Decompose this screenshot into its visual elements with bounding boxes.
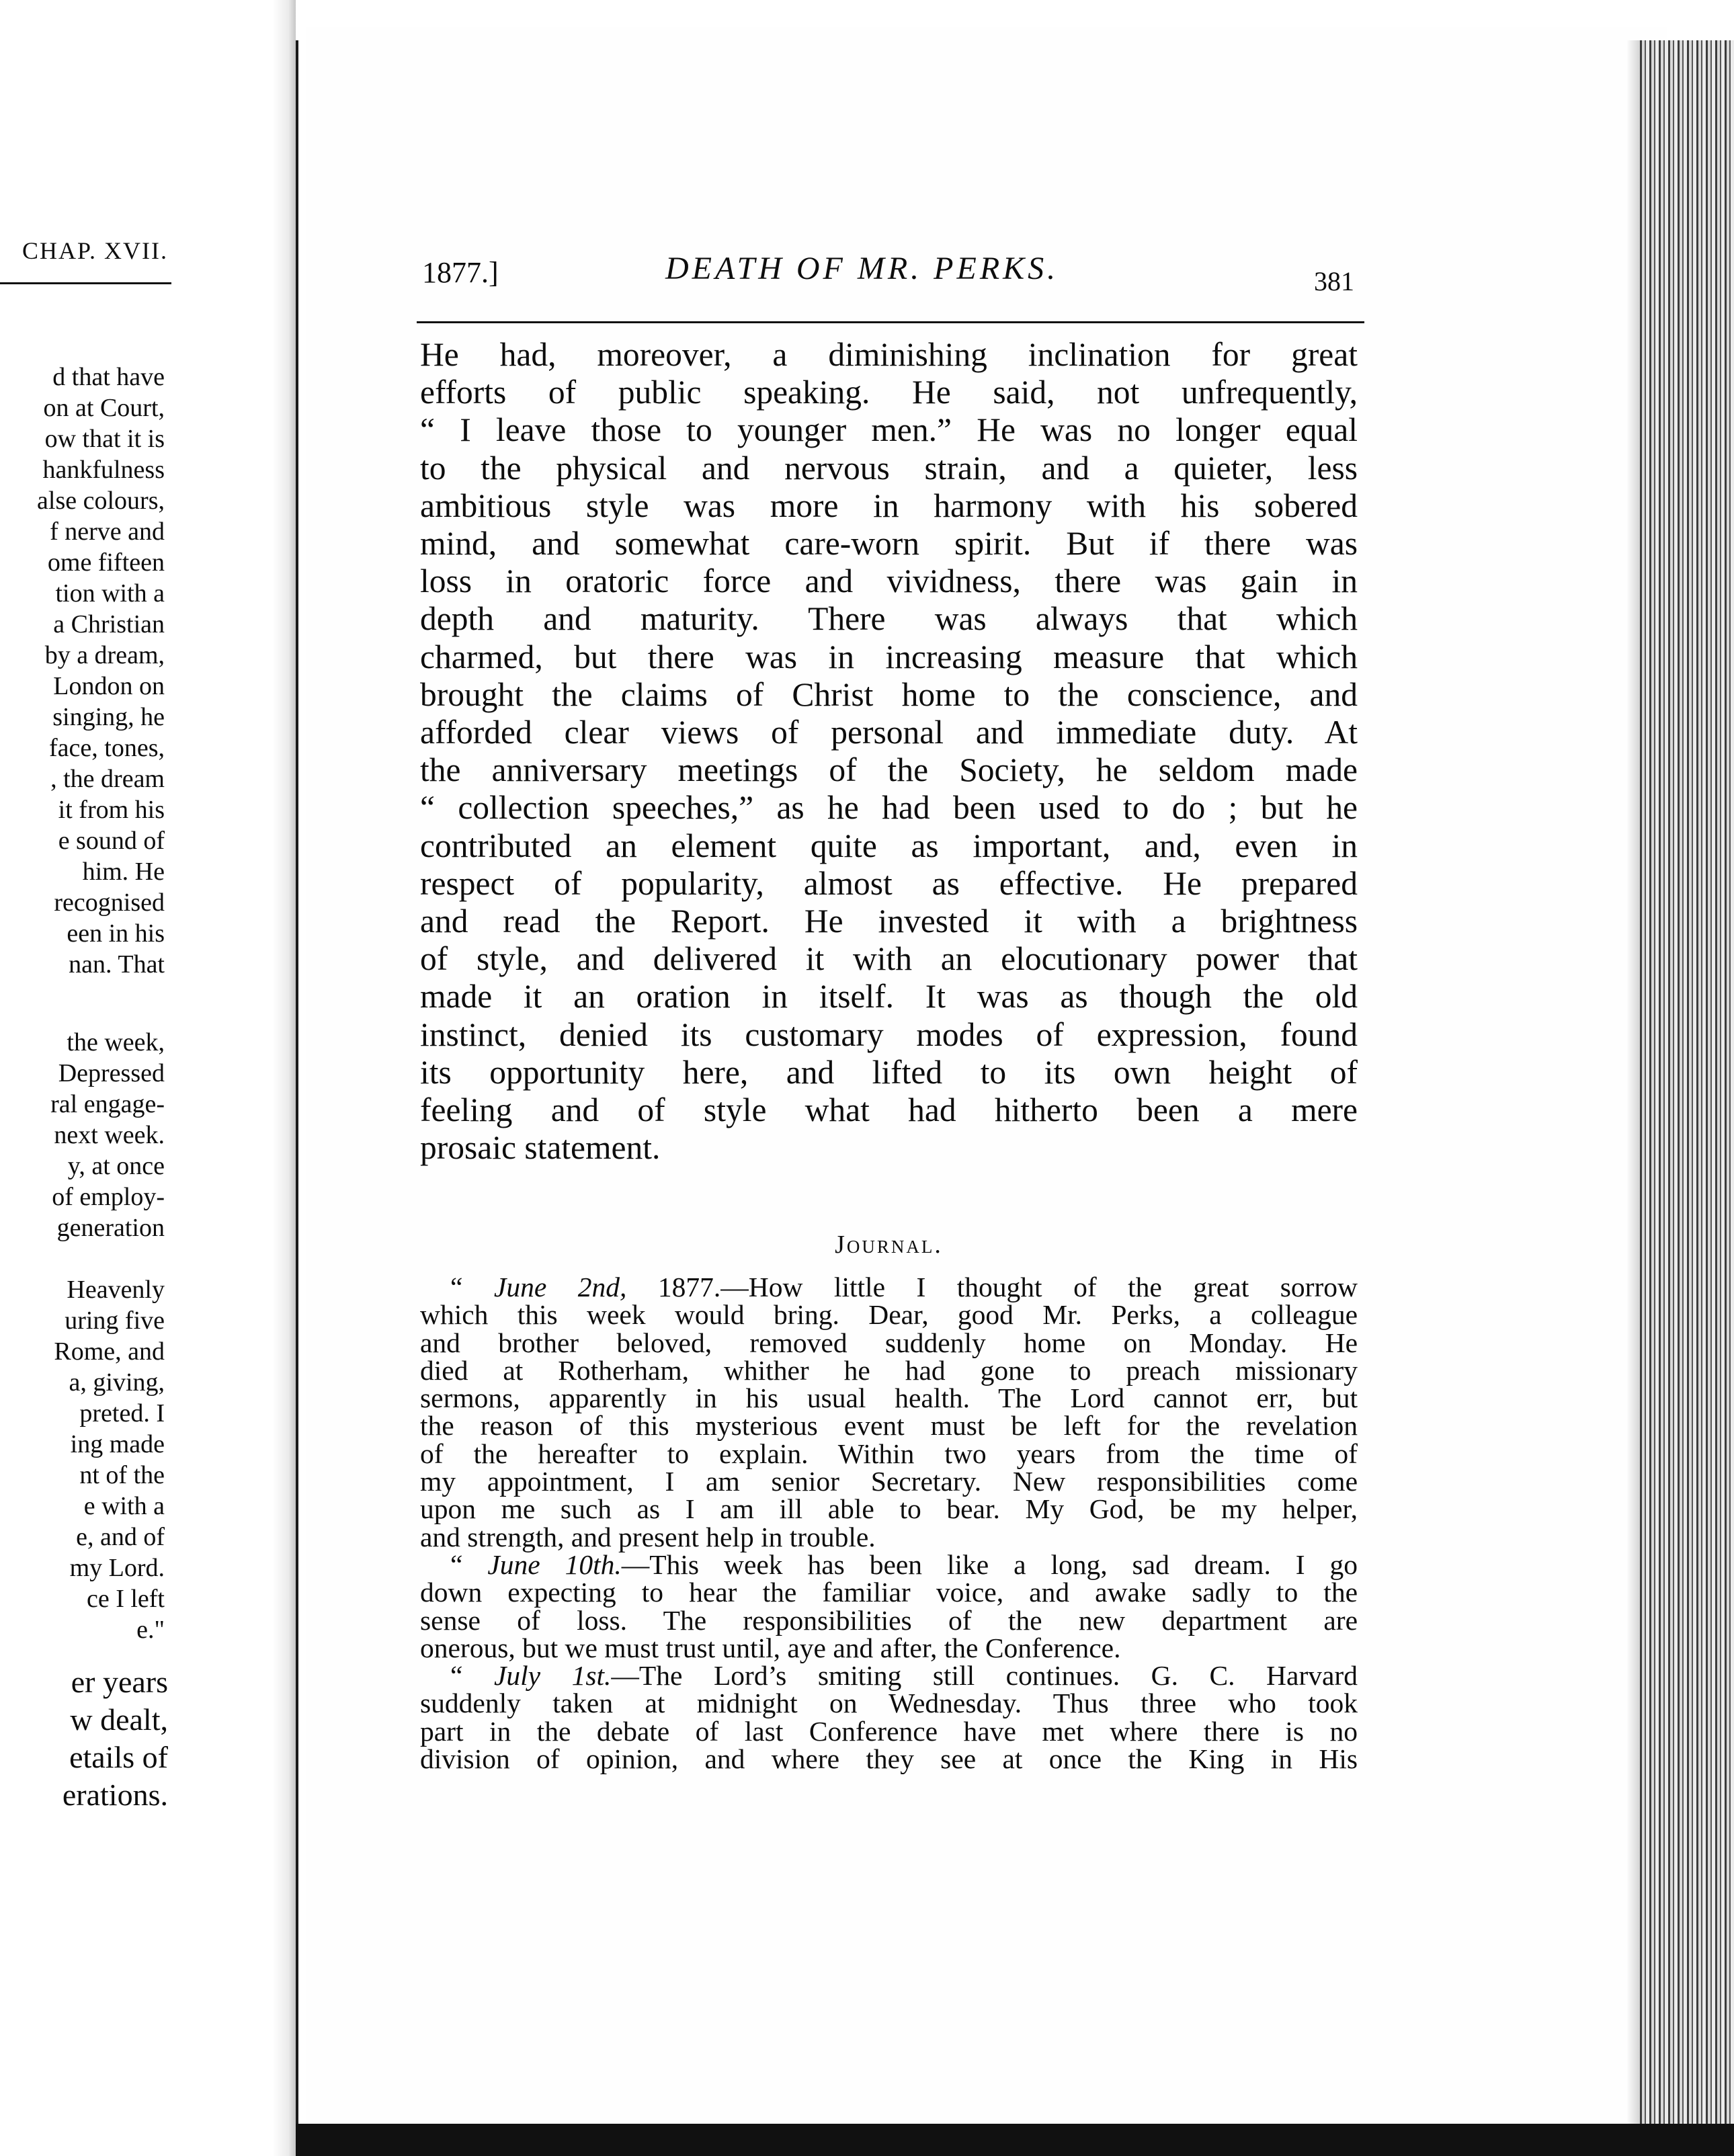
previous-page-line: e, and of <box>76 1523 165 1551</box>
previous-page <box>0 0 296 2156</box>
body-text <box>420 336 1358 1167</box>
journal-line: my appointment, I am senior Secretary. New responsibilities come <box>420 1466 1358 1497</box>
body-line: efforts of public speaking. He said, not unfrequently, <box>420 374 1358 411</box>
running-head-year: 1877.] <box>422 256 499 289</box>
book-gutter <box>296 40 298 2124</box>
bottom-edge <box>296 2124 1734 2156</box>
previous-page-line: een in his <box>67 919 165 948</box>
journal-line: upon me such as I am ill able to bear. My God, be my helper, <box>420 1493 1358 1525</box>
entry-date: June 10th. <box>487 1548 622 1580</box>
previous-page-line: face, tones, <box>49 734 165 762</box>
body-line: “ I leave those to younger men.” He was no longer equal <box>420 411 1358 449</box>
journal-line: of the hereafter to explain. Within two years from the time of <box>420 1438 1358 1469</box>
journal-entry-july-1: “ July 1st.—The Lord’s smiting still continues. G. C. Harvard <box>450 1660 1358 1692</box>
previous-page-line: ow that it is <box>44 425 165 453</box>
previous-page-line: y, at once <box>67 1152 165 1180</box>
top-margin <box>296 0 1734 28</box>
body-line: respect of popularity, almost as effective. He prepared <box>420 864 1358 902</box>
body-line: afforded clear views of personal and immediate duty. At <box>420 714 1358 751</box>
journal-entry-june-10: “ June 10th.—This week has been like a long, sad dream. I go <box>450 1548 1358 1580</box>
previous-page-text-upper <box>0 362 165 980</box>
previous-page-line: Depressed <box>58 1059 165 1087</box>
previous-page-line: nt of the <box>79 1461 165 1489</box>
previous-page-line: Heavenly <box>67 1276 165 1304</box>
previous-page-line: a, giving, <box>69 1368 165 1397</box>
previous-page-line: w dealt, <box>70 1702 168 1737</box>
previous-page-running-head: CHAP. XVII. <box>22 237 168 264</box>
body-line: made it an oration in itself. It was as though the old <box>420 978 1358 1015</box>
body-line: to the physical and nervous strain, and a quieter, less <box>420 449 1358 487</box>
journal-line: sense of loss. The responsibilities of the new department are <box>420 1604 1358 1636</box>
previous-page-line: of employ- <box>52 1183 165 1211</box>
previous-page-line: next week. <box>54 1121 165 1149</box>
previous-page-line: on at Court, <box>43 394 165 422</box>
previous-page-line: singing, he <box>52 703 165 731</box>
previous-page-text-lower <box>0 1663 168 1814</box>
previous-page-line: uring five <box>65 1307 165 1335</box>
journal-line: which this week would bring. Dear, good Mr. Perks, a colleague <box>420 1299 1358 1331</box>
body-line: “ collection speeches,” as he had been used to do ; but he <box>420 789 1358 827</box>
previous-page-line: f nerve and <box>50 517 165 546</box>
previous-page-head-rule <box>0 282 171 284</box>
previous-page-line: it from his <box>58 796 165 824</box>
body-line: mind, and somewhat care-worn spirit. But if there was <box>420 525 1358 563</box>
previous-page-line: ral engage- <box>50 1090 165 1118</box>
gutter-shadow <box>272 0 296 2156</box>
body-line: loss in oratoric force and vividness, there was gain in <box>420 563 1358 600</box>
body-line: of style, and delivered it with an elocutionary power that <box>420 940 1358 978</box>
previous-page-line: the week, <box>67 1028 165 1056</box>
body-line: He had, moreover, a diminishing inclination for great <box>420 336 1358 373</box>
journal-line: part in the debate of last Conference have met where there is no <box>420 1715 1358 1747</box>
journal-line: the reason of this mysterious event must be left for the revelation <box>420 1410 1358 1442</box>
previous-page-text-middle <box>0 1027 165 1645</box>
previous-page-line: d that have <box>52 363 165 391</box>
body-line: feeling and of style what had hitherto been a mere <box>420 1091 1358 1129</box>
previous-page-line: nan. That <box>69 950 165 979</box>
journal-entry-june-2-lines <box>420 1301 1358 1551</box>
previous-page-line: my Lord. <box>69 1554 165 1582</box>
previous-page-line: , the dream <box>50 765 165 793</box>
previous-page-line: preted. I <box>79 1399 165 1427</box>
body-line: brought the claims of Christ home to the conscience, and <box>420 675 1358 713</box>
journal-line: onerous, but we must trust until, aye and after, the Conference. <box>420 1632 1121 1663</box>
journal-entry-june-2: “ June 2nd, 1877.—How little I thought of the great sorrow <box>450 1272 1358 1302</box>
journal-line: died at Rotherham, whither he had gone to preach missionary <box>420 1354 1358 1386</box>
previous-page-line <box>0 1243 165 1274</box>
previous-page-line: etails of <box>69 1740 168 1774</box>
previous-page-line: tion with a <box>55 579 165 608</box>
previous-page-line: hankfulness <box>42 456 165 484</box>
previous-page-line: ing made <box>70 1430 165 1458</box>
previous-page-line: e with a <box>83 1492 165 1520</box>
page-stack-edge <box>1640 40 1734 2156</box>
journal-line: and strength, and present help in trouble. <box>420 1521 876 1552</box>
body-line: ambitious style was more in harmony with his sobered <box>420 487 1358 524</box>
body-line: the anniversary meetings of the Society, he seldom made <box>420 751 1358 789</box>
previous-page-line: him. He <box>82 858 165 886</box>
previous-page-line: Rome, and <box>54 1337 165 1366</box>
journal-entry-july-1-lines <box>420 1690 1358 1773</box>
entry-date: July 1st. <box>493 1660 612 1692</box>
previous-page-line: e." <box>136 1616 165 1644</box>
journal-line: and brother beloved, removed suddenly home on Monday. He <box>420 1327 1358 1358</box>
previous-page-line: er years <box>71 1665 168 1699</box>
body-line: prosaic statement. <box>420 1129 661 1167</box>
journal-entry-june-10-lines <box>420 1579 1358 1662</box>
journal-line: sermons, apparently in his usual health. The Lord cannot err, but <box>420 1382 1358 1414</box>
body-line: depth and maturity. There was always that which <box>420 600 1358 638</box>
running-head-title: DEATH OF MR. PERKS. <box>665 251 1059 286</box>
previous-page-line: ce I left <box>86 1585 165 1613</box>
previous-page-line: by a dream, <box>44 641 165 669</box>
entry-date: June 2nd, <box>493 1272 627 1302</box>
section-heading: Journal. <box>835 1231 943 1259</box>
previous-page-line: a Christian <box>53 610 165 638</box>
journal-line: suddenly taken at midnight on Wednesday. Thus three who took <box>420 1688 1358 1719</box>
journal-line: down expecting to hear the familiar voice, and awake sadly to the <box>420 1577 1358 1608</box>
previous-page-line: generation <box>56 1214 165 1242</box>
body-line: contributed an element quite as important, and, even in <box>420 827 1358 864</box>
previous-page-line: recognised <box>54 888 165 917</box>
previous-page-line: ome fifteen <box>47 548 165 577</box>
previous-page-line: London on <box>53 672 165 700</box>
previous-page-line: alse colours, <box>37 487 165 515</box>
body-line: its opportunity here, and lifted to its own height of <box>420 1053 1358 1091</box>
previous-page-line: erations. <box>62 1778 168 1812</box>
body-line: and read the Report. He invested it with a brightness <box>420 903 1358 940</box>
body-line: instinct, denied its customary modes of expression, found <box>420 1015 1358 1053</box>
journal-line: division of opinion, and where they see at once the King in His <box>420 1743 1358 1775</box>
running-head-rule <box>417 321 1364 323</box>
page-number: 381 <box>1314 266 1354 296</box>
journal-entries <box>420 1274 1358 1773</box>
previous-page-line: e sound of <box>58 827 165 855</box>
body-line: charmed, but there was in increasing measure that which <box>420 638 1358 675</box>
